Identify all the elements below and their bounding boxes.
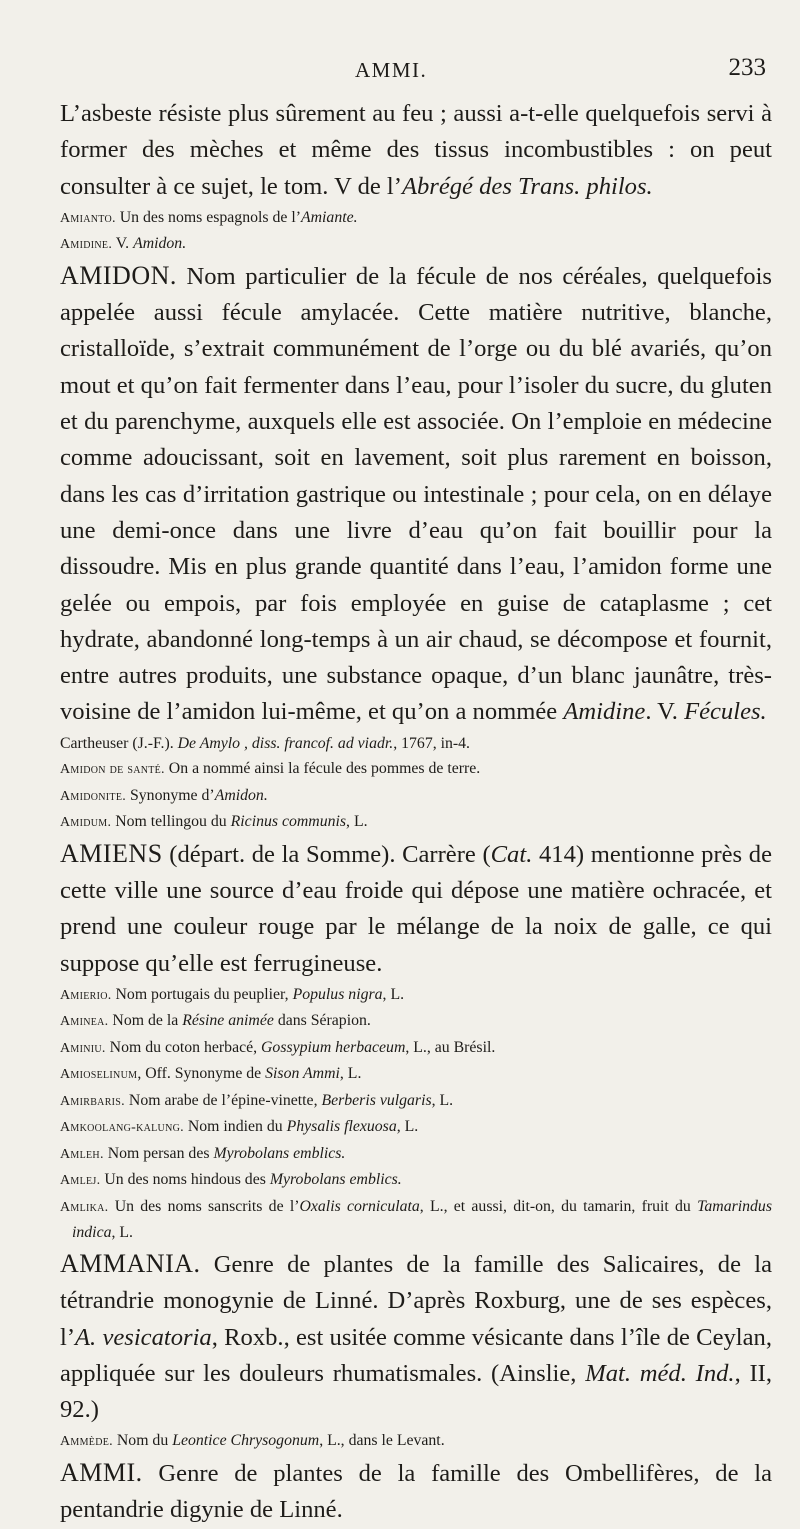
entry-headword: Amleh. xyxy=(60,1146,104,1162)
entry-text: . V. xyxy=(645,698,685,726)
entry-amirbaris xyxy=(60,1088,772,1115)
italic-text: Leontice Chrysogonum xyxy=(172,1432,320,1450)
entry-amleh xyxy=(60,1141,772,1168)
entry-headword: Amidonite. xyxy=(60,788,127,804)
entry-text: L’asbeste résiste plus sûrement au feu ; aussi a-t-elle quelquefois servi à former des mèches et même des tissus incombustibles : on peut consulter à ce sujet, le tom. V de l’ xyxy=(60,100,772,200)
entry-text: Nom persan des xyxy=(103,1144,214,1162)
entry-amlika xyxy=(60,1194,772,1246)
entry-amianto xyxy=(60,205,772,232)
entry-text: (départ. de la Somme). Carrère ( xyxy=(162,840,491,868)
entry-aminea xyxy=(60,1008,772,1035)
italic-text: Mat. méd. Ind. xyxy=(585,1359,735,1387)
entry-text: , L. xyxy=(396,1118,419,1136)
italic-text: Ricinus communis xyxy=(230,813,347,831)
entry-amiens xyxy=(60,836,772,982)
entry-text: Nom du coton herbacé, xyxy=(105,1038,262,1056)
entry-headword: Amkoolang-kalung. xyxy=(60,1120,184,1136)
italic-text: Berberis vulgaris xyxy=(321,1091,432,1109)
running-head xyxy=(0,54,800,90)
entry-headword: Amierio. xyxy=(60,987,112,1003)
page-number: 233 xyxy=(728,54,766,81)
entry-ammi xyxy=(60,1455,772,1529)
italic-text: Myrobolans emblics. xyxy=(269,1171,402,1189)
italic-text: Amidon. xyxy=(214,786,268,804)
entry-ammede xyxy=(60,1428,772,1455)
italic-text: Oxalis corniculata xyxy=(299,1197,420,1215)
entry-text: Nom du xyxy=(112,1432,173,1450)
entry-text: Nom indien du xyxy=(183,1118,287,1136)
entry-text: Un des noms espagnols de l’ xyxy=(115,208,301,226)
italic-text: Sison Ammi xyxy=(265,1065,340,1083)
entry-headword: Amlika. xyxy=(60,1199,109,1215)
entry-amkoolang-kalung xyxy=(60,1114,772,1141)
entry-headword: Amlej. xyxy=(60,1173,101,1189)
entry-amidine xyxy=(60,231,772,258)
entry-text: , L. xyxy=(431,1091,454,1109)
entry-amidon-de-sante xyxy=(60,756,772,783)
entry-text: , 1767, in-4. xyxy=(393,734,471,752)
entry-headword: AMIDON. xyxy=(60,260,177,290)
entry-text: , Off. Synonyme de xyxy=(137,1065,266,1083)
entry-cartheuser xyxy=(60,731,772,757)
entry-headword: Amidon de santé. xyxy=(60,762,165,778)
entry-amioselinum xyxy=(60,1061,772,1088)
entry-amidon xyxy=(60,258,772,731)
italic-text: Myrobolans emblics. xyxy=(213,1144,346,1162)
entry-text: , L. xyxy=(111,1224,133,1242)
italic-text: Fécules. xyxy=(684,698,767,726)
italic-text: Résine animée xyxy=(182,1012,274,1030)
entry-text: , L., au Brésil. xyxy=(405,1038,496,1056)
entry-amidonite xyxy=(60,783,772,810)
entry-headword: Aminiu. xyxy=(60,1040,106,1056)
entry-text: , L. xyxy=(382,985,405,1003)
entry-headword: AMMANIA. xyxy=(60,1248,201,1278)
italic-text: Amidine xyxy=(563,698,646,726)
italic-text: Abrégé des Trans. philos. xyxy=(401,172,653,200)
entry-text: Nom particulier de la fécule de nos céréales, quelquefois appelée aussi fécule amylacée. Cette matière nutritive, blanche, cristalloïde, s’extrait communément de l’orge ou du blé avariés, qu’on mout et qu’on fait fermenter dans l’eau, pour l’isoler du sucre, du gluten et du parenchyme, auxquels elle est associée. On l’emploie en médecine comme adoucissant, soit en lavement, soit plus rarement en boisson, dans les cas d’irritation gastrique ou intestinale ; pour cela, on en délaye une demi-once dans une livre d’eau qu’on fait bouillir pour la dissoudre. Mis en plus grande quantité dans l’eau, l’amidon forme une gelée ou empois, par fois employée en guise de cataplasme ; cet hydrate, abandonné long-temps à un air chaud, se décompose et fournit, entre autres produits, une substance opaque, d’un blanc jaunâtre, très-voisine de l’amidon lui-même, et qu’on a nommée xyxy=(60,262,772,726)
entry-headword: Amidine. xyxy=(60,237,113,253)
entry-text: , L., et aussi, dit-on, du tamarin, fruit du xyxy=(419,1197,698,1215)
entry-text: , Roxb., est usitée comme vésicante dans l’île de Ceylan, appliquée sur les douleurs rhumatismales. (Ainslie, xyxy=(60,1323,772,1387)
entry-text: On a nommé ainsi la fécule des pommes de terre. xyxy=(164,760,481,778)
entry-text: , II, 92.) xyxy=(60,1359,773,1424)
entry-text: Nom arabe de l’épine-vinette, xyxy=(124,1091,322,1109)
entry-text: , L. xyxy=(339,1065,362,1083)
entry-text: Genre de plantes de la famille des Salicaires, de la tétrandrie monogynie de Linné. D’après Roxburg, une de ses espèces, l’ xyxy=(60,1250,772,1351)
entry-headword: Aminea. xyxy=(60,1014,109,1030)
entry-ammania xyxy=(60,1246,772,1428)
page-body xyxy=(60,96,772,1529)
entry-headword: AMIENS xyxy=(60,838,163,868)
italic-text: Tamarindus indica xyxy=(72,1197,772,1242)
entry-aminiu xyxy=(60,1035,772,1062)
entry-text: Cartheuser (J.-F.). xyxy=(60,734,178,752)
entry-text: Un des noms hindous des xyxy=(100,1171,270,1189)
running-title: AMMI. xyxy=(355,58,428,82)
entry-asbeste-cont xyxy=(60,96,772,205)
entry-headword: Amioselinum xyxy=(60,1067,138,1083)
italic-text: Gossypium herbaceum xyxy=(261,1038,406,1056)
entry-text: V. xyxy=(112,235,134,253)
entry-text: Nom portugais du peuplier, xyxy=(111,985,293,1003)
entry-headword: AMMI. xyxy=(60,1457,143,1487)
entry-text: Nom de la xyxy=(108,1012,183,1030)
entry-headword: Ammède. xyxy=(60,1434,113,1450)
italic-text: Physalis flexuosa xyxy=(286,1118,397,1136)
entry-headword: Amidum. xyxy=(60,815,112,831)
entry-amidum xyxy=(60,809,772,836)
entry-text: Genre de plantes de la famille des Ombellifères, de la pentandrie digynie de Linné. xyxy=(60,1459,772,1524)
italic-text: De Amylo , diss. francof. ad viadr. xyxy=(177,734,394,752)
entry-text: 414) mentionne près de cette ville une source d’eau froide qui dépose une matière ochracée, et prend une couleur rouge par le mélange de la noix de galle, ce qui suppose qu’elle est ferrugineuse. xyxy=(60,840,772,977)
entry-text: Un des noms sanscrits de l’ xyxy=(108,1197,300,1215)
entry-text: , L., dans le Levant. xyxy=(319,1432,445,1450)
entry-headword: Amirbaris. xyxy=(60,1093,125,1109)
entry-text: Nom tellingou du xyxy=(111,813,231,831)
entry-text: dans Sérapion. xyxy=(273,1012,371,1030)
italic-text: Amiante. xyxy=(300,208,358,226)
entry-text: Synonyme d’ xyxy=(126,786,215,804)
italic-text: Amidon. xyxy=(133,235,187,253)
italic-text: Cat. xyxy=(490,840,533,868)
entry-amlej xyxy=(60,1167,772,1194)
italic-text: A. vesicatoria xyxy=(75,1323,212,1351)
italic-text: Populus nigra xyxy=(292,985,383,1003)
entry-amierio xyxy=(60,982,772,1009)
entry-headword: Amianto. xyxy=(60,210,116,226)
entry-text: , L. xyxy=(346,813,368,831)
